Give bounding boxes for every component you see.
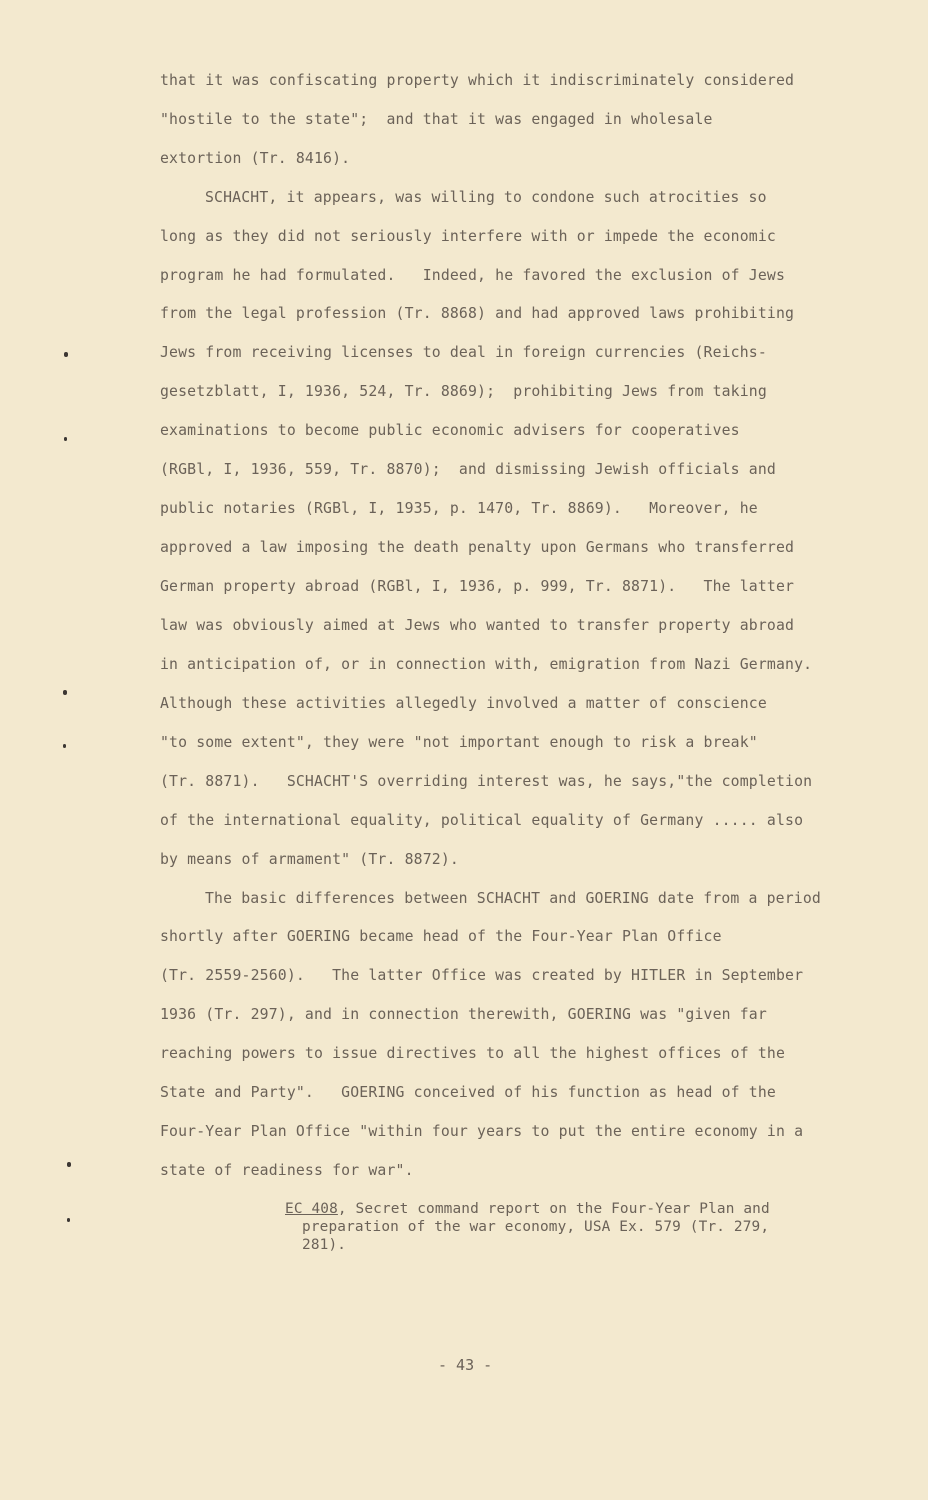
text-line: reaching powers to issue directives to all the highest offices of the <box>160 1045 786 1062</box>
margin-mark <box>63 744 66 748</box>
text-line: State and Party". GOERING conceived of his function as head of the <box>160 1084 776 1101</box>
margin-mark <box>64 352 68 357</box>
text-line: (Tr. 2559-2560). The latter Office was created by HITLER in September <box>160 967 804 984</box>
text-line: (RGBl, I, 1936, 559, Tr. 8870); and dismissing Jewish officials and <box>160 461 776 478</box>
citation-line: 281). <box>302 1237 347 1253</box>
text-line: extortion (Tr. 8416). <box>160 150 351 167</box>
text-line: "to some extent", they were "not important enough to risk a break" <box>160 734 758 751</box>
citation-text: , Secret command report on the Four-Year Plan and <box>337 1201 770 1217</box>
text-line: that it was confiscating property which it indiscriminately considered <box>160 72 795 89</box>
text-line: law was obviously aimed at Jews who wanted to transfer property abroad <box>160 617 795 634</box>
text-line: approved a law imposing the death penalty upon Germans who transferred <box>160 539 795 556</box>
text-line: Four-Year Plan Office "within four years to put the entire economy in a <box>160 1123 804 1140</box>
text-line: Jews from receiving licenses to deal in foreign currencies (Reichs- <box>160 344 767 361</box>
text-line: The basic differences between SCHACHT and GOERING date from a period <box>205 890 821 907</box>
text-line: (Tr. 8871). SCHACHT'S overriding interest was, he says,"the completion <box>160 773 813 790</box>
text-line: German property abroad (RGBl, I, 1936, p. 999, Tr. 8871). The latter <box>160 578 795 595</box>
margin-mark <box>67 1218 70 1222</box>
text-line: "hostile to the state"; and that it was engaged in wholesale <box>160 111 713 128</box>
text-line: SCHACHT, it appears, was willing to condone such atrocities so <box>205 189 767 206</box>
margin-mark <box>67 1162 71 1167</box>
text-line: in anticipation of, or in connection with, emigration from Nazi Germany. <box>160 656 813 673</box>
citation-line <box>285 1201 770 1218</box>
text-line: long as they did not seriously interfere with or impede the economic <box>160 228 776 245</box>
text-line: Although these activities allegedly involved a matter of conscience <box>160 695 767 712</box>
margin-mark <box>63 690 67 695</box>
text-line: shortly after GOERING became head of the Four-Year Plan Office <box>160 928 722 945</box>
margin-mark <box>64 437 67 441</box>
text-line: by means of armament" (Tr. 8872). <box>160 851 459 868</box>
page-number: - 43 - <box>438 1356 493 1374</box>
citation-line: preparation of the war economy, USA Ex. 579 (Tr. 279, <box>302 1219 770 1235</box>
text-line: state of readiness for war". <box>160 1162 414 1179</box>
text-line: program he had formulated. Indeed, he favored the exclusion of Jews <box>160 267 786 284</box>
text-line: 1936 (Tr. 297), and in connection therewith, GOERING was "given far <box>160 1006 767 1023</box>
text-line: public notaries (RGBl, I, 1935, p. 1470, Tr. 8869). Moreover, he <box>160 500 758 517</box>
text-line: from the legal profession (Tr. 8868) and had approved laws prohibiting <box>160 305 795 322</box>
text-line: of the international equality, political equality of Germany ..... also <box>160 812 804 829</box>
citation-ref: EC 408 <box>285 1201 338 1217</box>
text-line: gesetzblatt, I, 1936, 524, Tr. 8869); prohibiting Jews from taking <box>160 383 767 400</box>
text-line: examinations to become public economic advisers for cooperatives <box>160 422 740 439</box>
